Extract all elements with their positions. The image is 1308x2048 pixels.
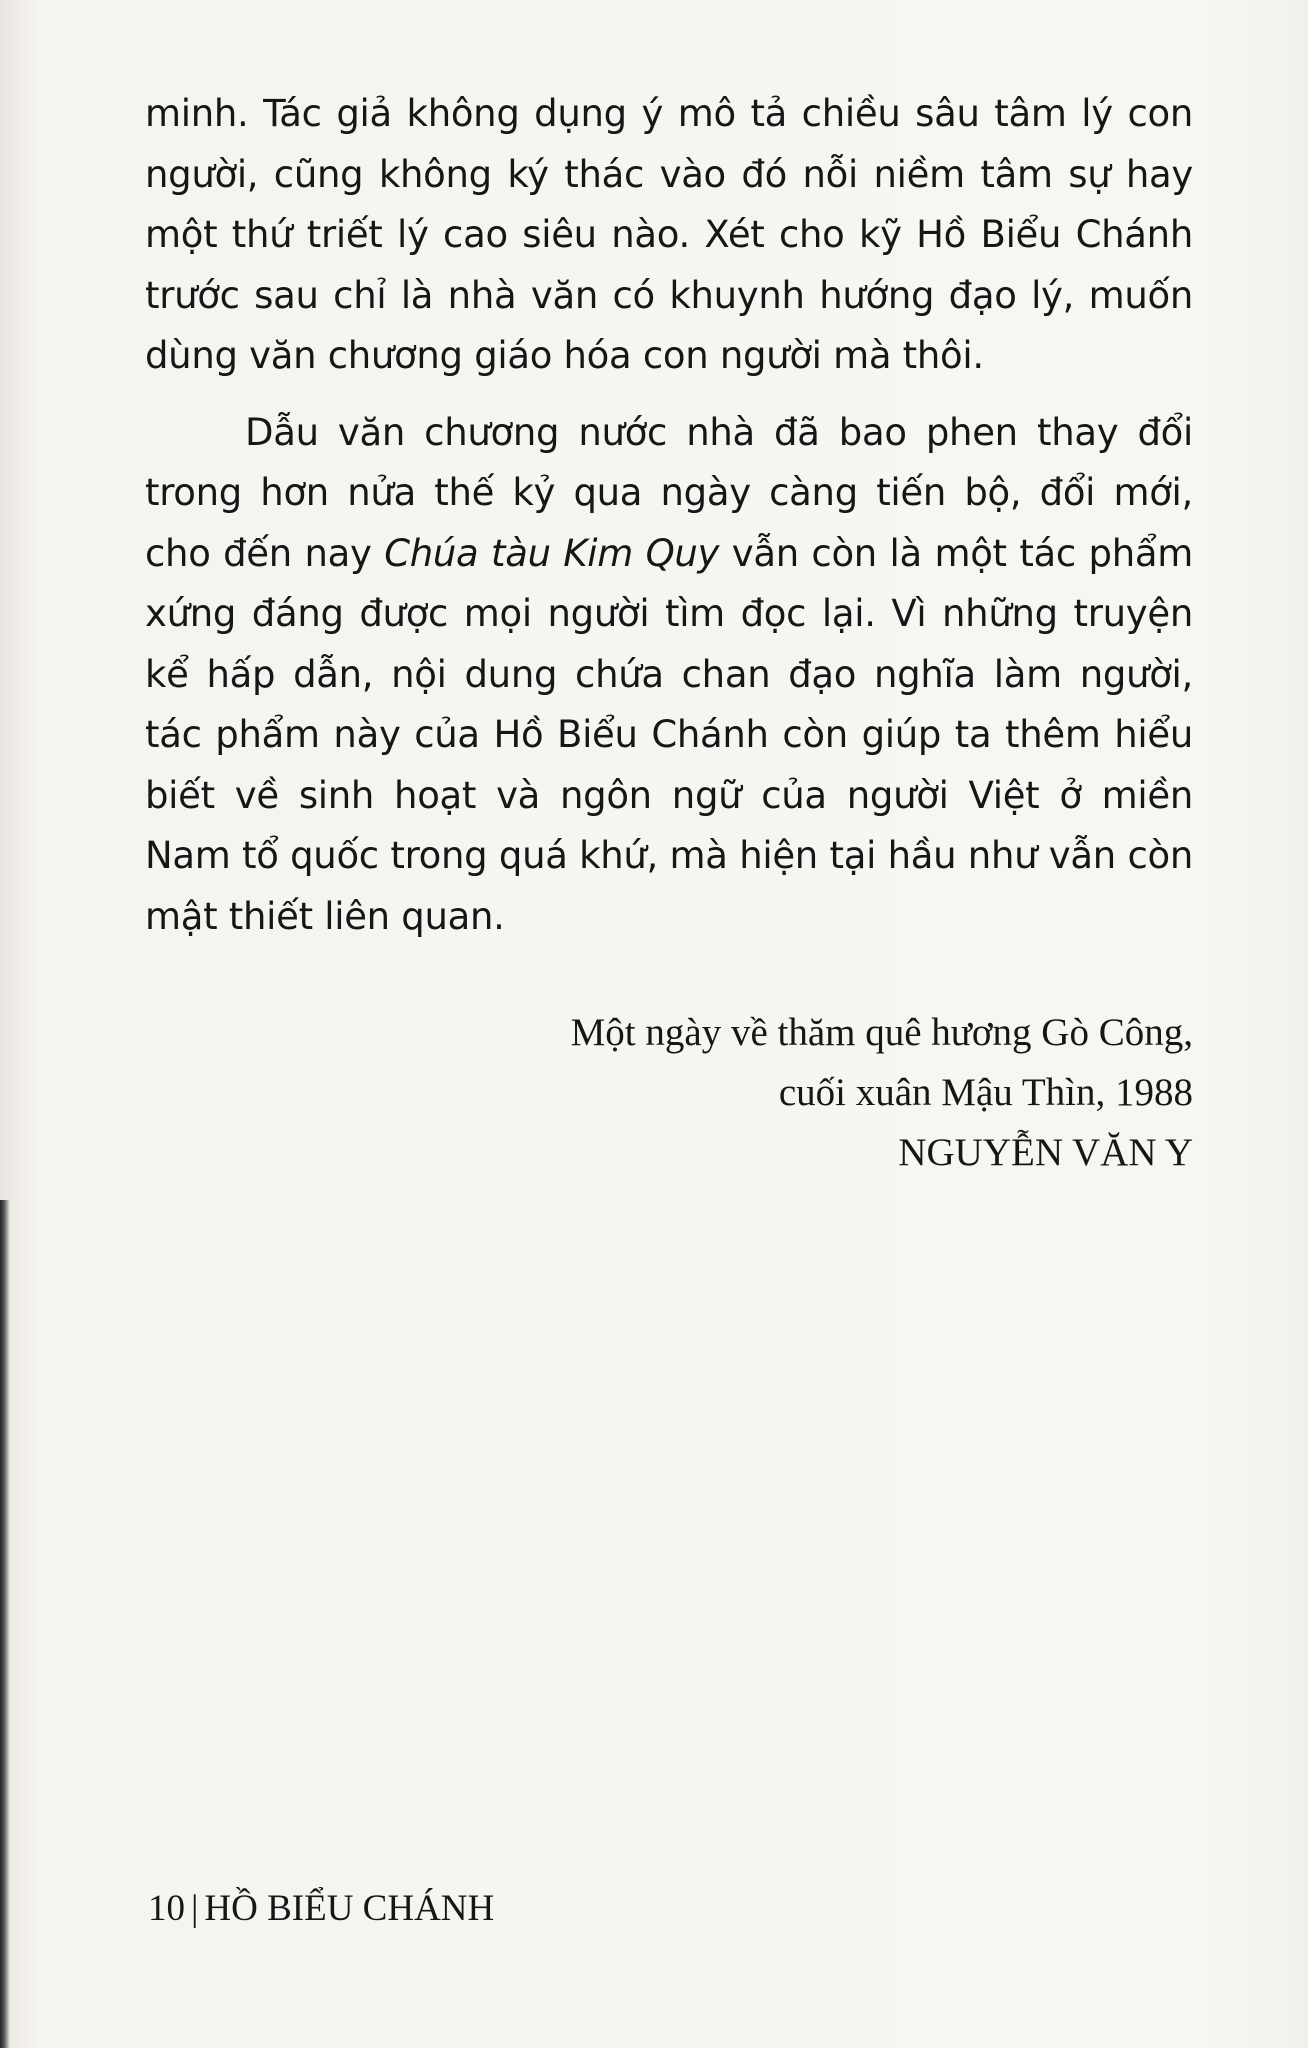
paragraph-2-part-1: Dẫu văn chương nước nhà đã bao phen thay đổi trong hơn nửa thế kỷ qua ngày càng tiến bộ, đổi mới, cho đến nay xyxy=(145,410,1193,575)
body-text xyxy=(145,84,1193,947)
paragraph-2-part-2: vẫn còn là một tác phẩm xứng đáng được mọi người tìm đọc lại. Vì những truyện kể hấp dẫn, nội dung chứa chan đạo nghĩa làm người, tác phẩm này của Hồ Biểu Chánh còn giúp ta thêm hiểu biết về sinh hoạt và ngôn ngữ của người Việt ở miền Nam tổ quốc trong quá khứ, mà hiện tại hầu như vẫn còn mật thiết liên quan. xyxy=(145,531,1193,938)
page-number: 10 xyxy=(148,1888,185,1929)
signature-author: NGUYỄN VĂN Y xyxy=(898,1131,1193,1174)
signature-date-line: cuối xuân Mậu Thìn, 1988 xyxy=(778,1071,1193,1114)
page-edge-shadow xyxy=(0,1200,10,2048)
running-head-author: HỒ BIỂU CHÁNH xyxy=(204,1888,495,1929)
paragraph-1: minh. Tác giả không dụng ý mô tả chiều sâu tâm lý con người, cũng không ký thác vào đó nỗi niềm tâm sự hay một thứ triết lý cao siêu nào. Xét cho kỹ Hồ Biểu Chánh trước sau chỉ là nhà văn có khuynh hướng đạo lý, muốn dùng văn chương giáo hóa con người mà thôi. xyxy=(145,92,1193,377)
signature-place-line: Một ngày về thăm quê hương Gò Công, xyxy=(570,1011,1193,1054)
paragraph-2 xyxy=(145,403,1193,948)
book-title-italic: Chúa tàu Kim Quy xyxy=(384,531,720,575)
page-footer xyxy=(148,1887,494,1931)
signature-block xyxy=(571,1003,1193,1183)
footer-separator: | xyxy=(191,1888,199,1929)
